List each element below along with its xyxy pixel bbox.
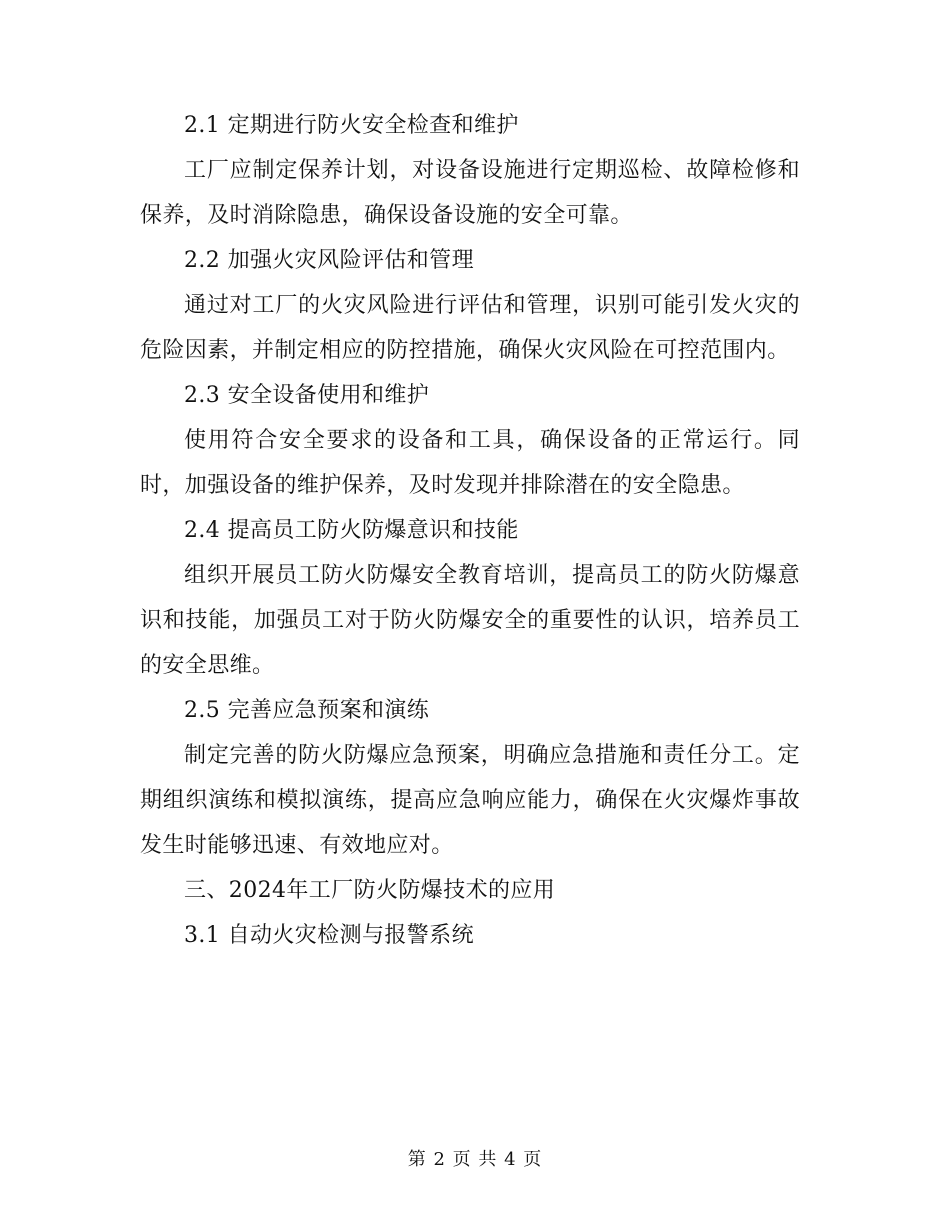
- paragraph-2-2: 通过对工厂的火灾风险进行评估和管理，识别可能引发火灾的危险因素，并制定相应的防控措施，确保火灾风险在可控范围内。: [140, 293, 800, 363]
- section-heading-2-4: 2.4 提高员工防火防爆意识和技能: [184, 518, 519, 543]
- paragraph-2-1: 工厂应制定保养计划，对设备设施进行定期巡检、故障检修和保养，及时消除隐患，确保设备设施的安全可靠。: [140, 158, 800, 228]
- section-heading-2-2: 2.2 加强火灾风险评估和管理: [184, 248, 474, 273]
- paragraph-2-5: 制定完善的防火防爆应急预案，明确应急措施和责任分工。定期组织演练和模拟演练，提高应急响应能力，确保在火灾爆炸事故发生时能够迅速、有效地应对。: [140, 743, 800, 858]
- section-heading-2-3: 2.3 安全设备使用和维护: [184, 383, 430, 408]
- section-heading-2-1: 2.1 定期进行防火安全检查和维护: [184, 113, 519, 138]
- document-body: [140, 103, 800, 958]
- section-heading-3-1: 3.1 自动火灾检测与报警系统: [184, 923, 474, 948]
- paragraph-2-4: 组织开展员工防火防爆安全教育培训，提高员工的防火防爆意识和技能，加强员工对于防火防爆安全的重要性的认识，培养员工的安全思维。: [140, 563, 800, 678]
- paragraph-2-3: 使用符合安全要求的设备和工具，确保设备的正常运行。同时，加强设备的维护保养，及时发现并排除潜在的安全隐患。: [140, 428, 800, 498]
- chapter-heading-3: 三、2024年工厂防火防爆技术的应用: [184, 878, 556, 903]
- section-heading-2-5: 2.5 完善应急预案和演练: [184, 698, 430, 723]
- page-number-footer: 第 2 页 共 4 页: [407, 1149, 543, 1170]
